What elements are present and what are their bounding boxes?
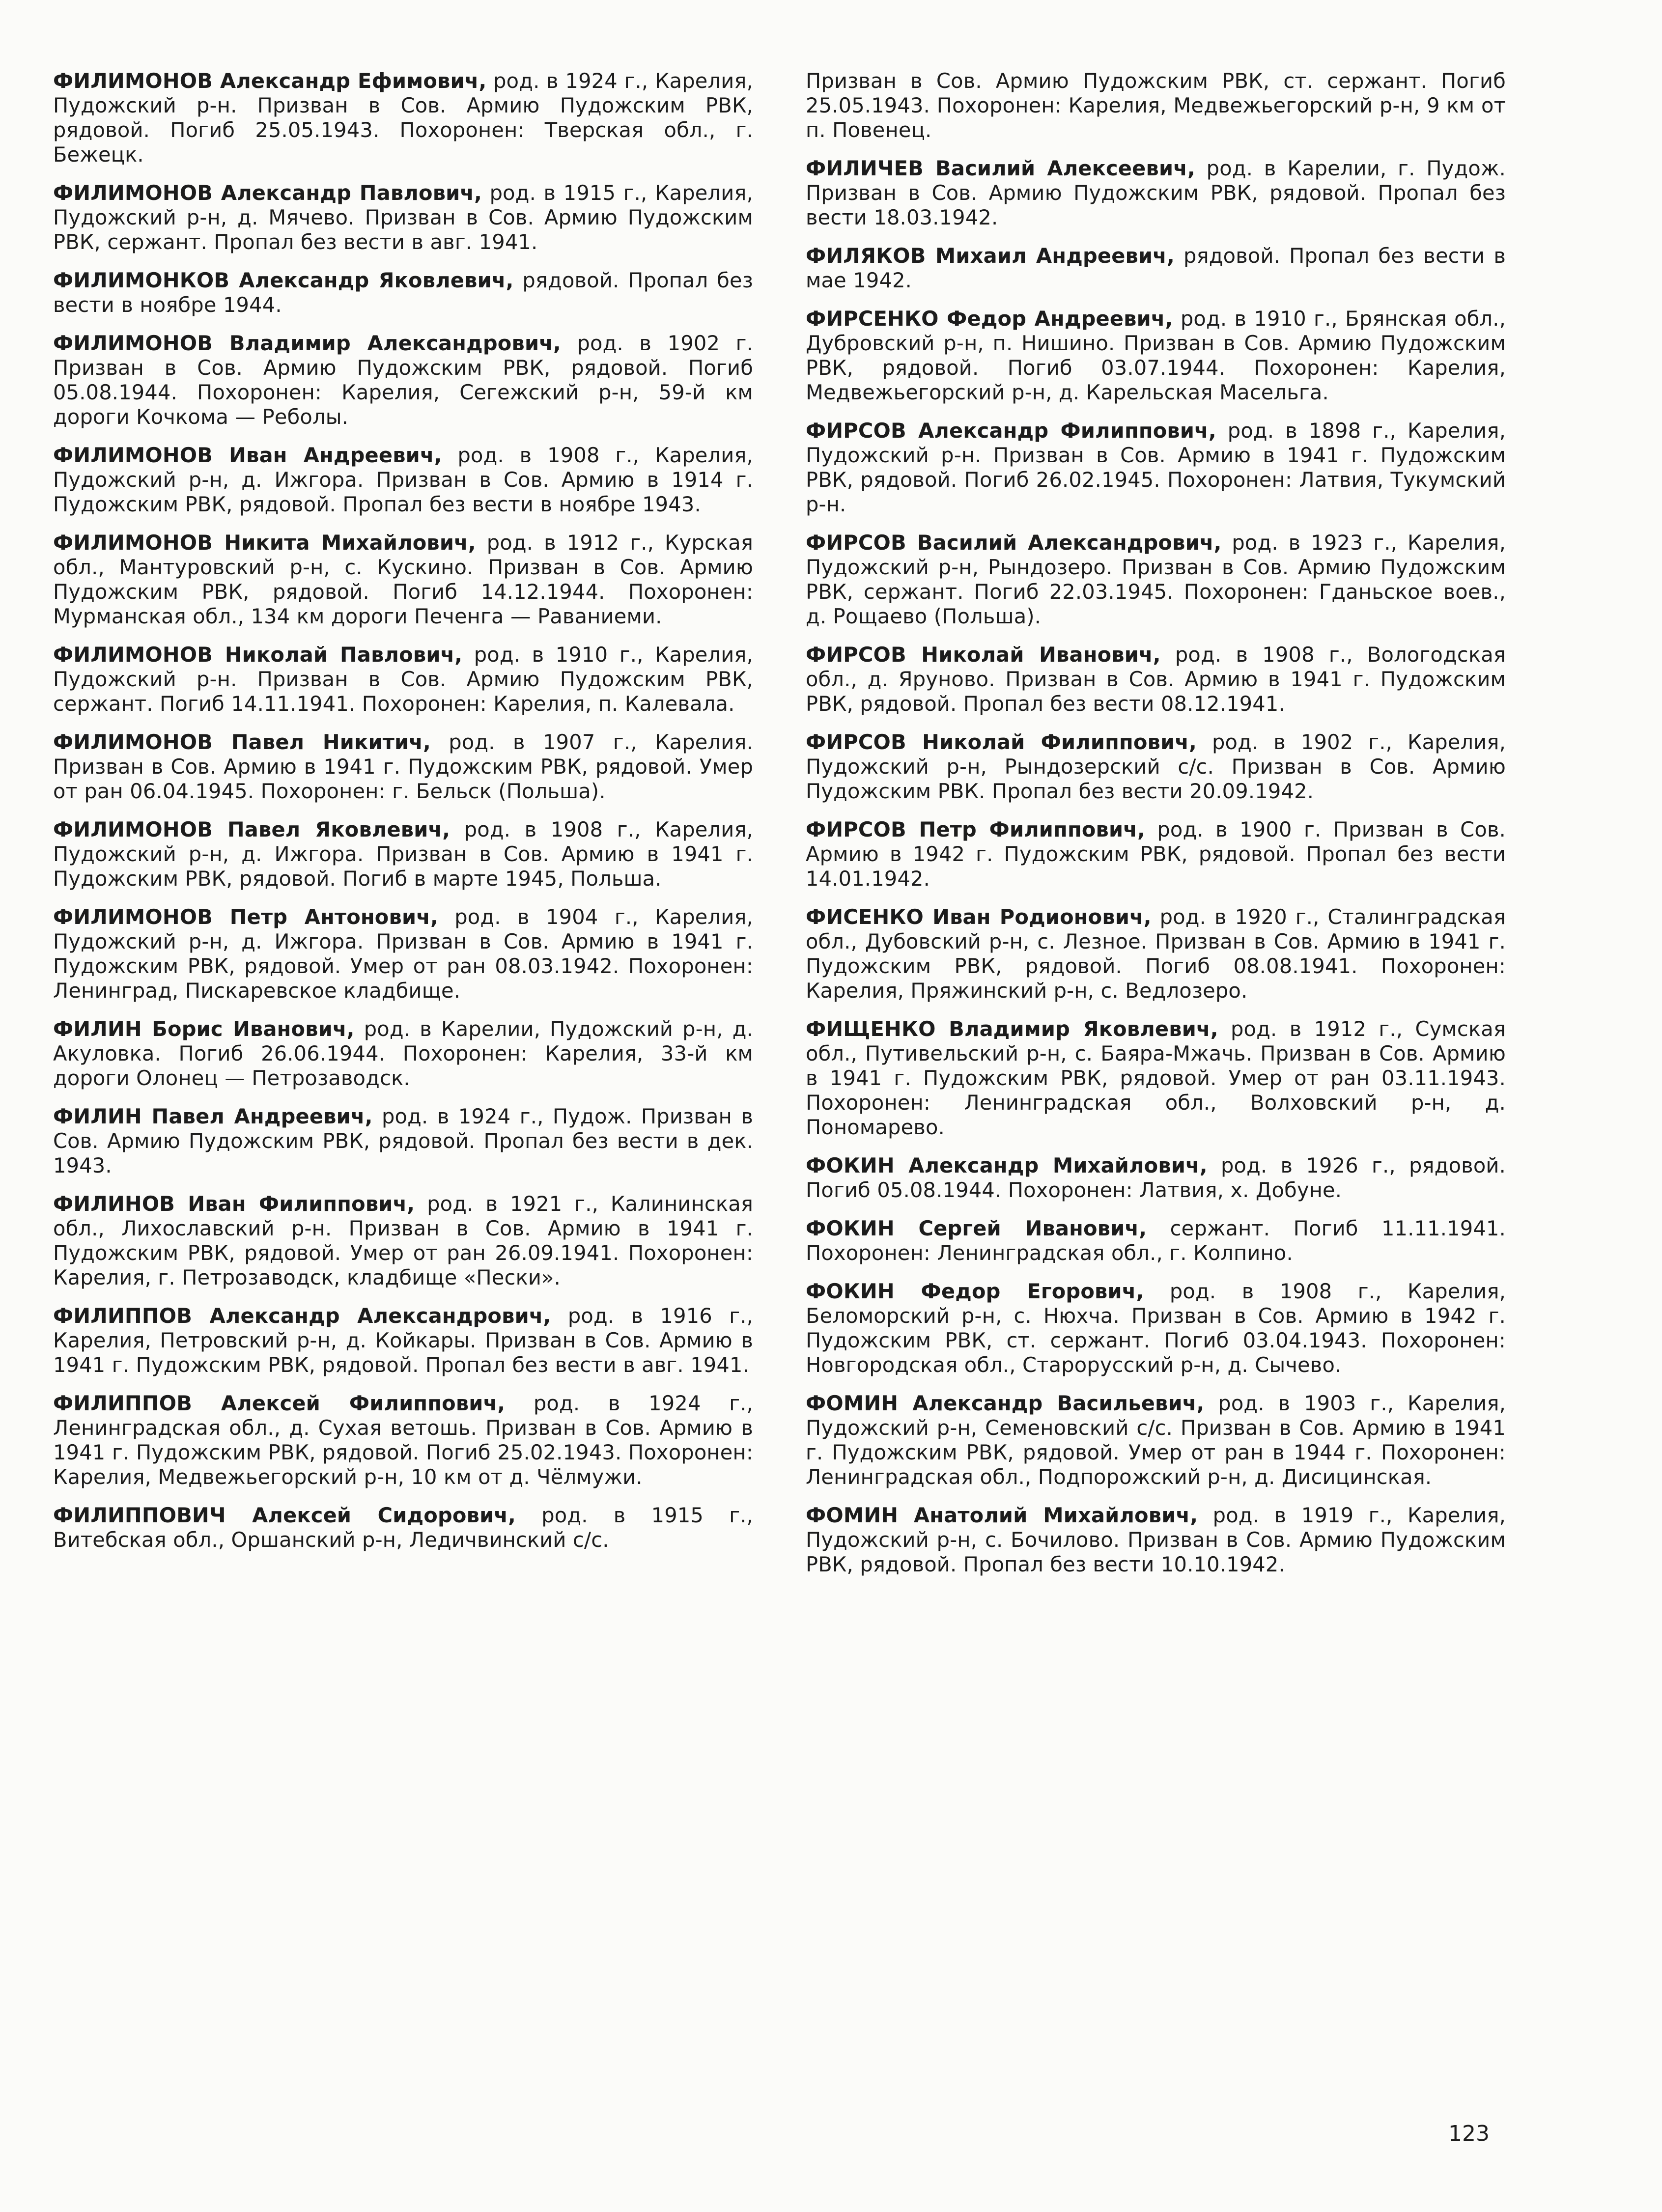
person-name: ФИЛИМОНКОВ Александр Яковлевич, bbox=[53, 268, 514, 292]
memorial-entry bbox=[806, 643, 1506, 716]
entry-details: сержант. Погиб 11.11.1941. Похоронен: Ленинградская обл., г. Колпино. bbox=[806, 1216, 1506, 1265]
memorial-entry bbox=[806, 156, 1506, 230]
person-name: ФИРСОВ Александр Филиппович, bbox=[806, 419, 1216, 443]
entry-details: род. в 1908 г., Карелия, Беломорский р-н, с. Нюхча. Призван в Сов. Армию в 1942 г. Пудожским РВК, ст. сержант. Погиб 03.04.1943. Похоронен: Новгородская обл., Старорусский р-н, д. Сычево. bbox=[806, 1279, 1506, 1377]
memorial-entry bbox=[53, 181, 753, 254]
person-name: ФИЛИН Борис Иванович, bbox=[53, 1017, 355, 1041]
entry-details: род. в 1910 г., Карелия, Пудожский р-н. Призван в Сов. Армию Пудожским РВК, сержант. Погиб 14.11.1941. Похоронен: Карелия, п. Калевала. bbox=[53, 643, 753, 716]
entry-details: род. в 1903 г., Карелия, Пудожский р-н, Семеновский с/с. Призван в Сов. Армию в 1941 г. Пудожским РВК, рядовой. Умер от ран в 1944 г. Похоронен: Ленинградская обл., Подпорожский р-н, д. Дисицинская. bbox=[806, 1391, 1506, 1489]
person-name: ФОМИН Александр Васильевич, bbox=[806, 1391, 1205, 1415]
person-name: ФИЛИН Павел Андреевич, bbox=[53, 1104, 373, 1128]
memorial-entry bbox=[53, 268, 753, 317]
entry-details: род. в 1908 г., Вологодская обл., д. Яруново. Призван в Сов. Армию в 1941 г. Пудожским РВК, рядовой. Пропал без вести 08.12.1941. bbox=[806, 643, 1506, 716]
entry-details: род. в 1923 г., Карелия, Пудожский р-н, Рындозеро. Призван в Сов. Армию Пудожским РВК, сержант. Погиб 22.03.1945. Похоронен: Гданьское воев., д. Рощаево (Польша). bbox=[806, 531, 1506, 628]
person-name: ФИЛИНОВ Иван Филиппович, bbox=[53, 1192, 415, 1216]
page-number: 123 bbox=[1448, 2121, 1490, 2146]
memorial-entry bbox=[53, 1503, 753, 1552]
memorial-entry bbox=[53, 1304, 753, 1377]
person-name: ФИРСОВ Василий Александрович, bbox=[806, 531, 1222, 555]
person-name: ФИЛИМОНОВ Никита Михайлович, bbox=[53, 531, 476, 555]
entry-details: род. в 1900 г. Призван в Сов. Армию в 1942 г. Пудожским РВК, рядовой. Пропал без вести 14.01.1942. bbox=[806, 817, 1506, 891]
memorial-entry bbox=[806, 1391, 1506, 1489]
memorial-entry bbox=[806, 817, 1506, 891]
person-name: ФИЛИМОНОВ Иван Андреевич, bbox=[53, 443, 442, 467]
entry-details: род. в 1912 г., Сумская обл., Путивельский р-н, с. Баяра-Мжачь. Призван в Сов. Армию в 1941 г. Пудожским РВК, рядовой. Умер от ран 03.11.1943. Похоронен: Ленинградская обл., Волховский р-н, д. Пономарево. bbox=[806, 1017, 1506, 1139]
person-name: ФИЛИМОНОВ Николай Павлович, bbox=[53, 643, 463, 667]
person-name: ФИЛИМОНОВ Павел Яковлевич, bbox=[53, 817, 451, 841]
entry-details: род. в 1921 г., Калининская обл., Лихославский р-н. Призван в Сов. Армию в 1941 г. Пудожским РВК, рядовой. Умер от ран 26.09.1941. Похоронен: Карелия, г. Петрозаводск, кладбище «Пески». bbox=[53, 1192, 753, 1289]
memorial-entry bbox=[806, 730, 1506, 804]
person-name: ФИЛИМОНОВ Павел Никитич, bbox=[53, 730, 431, 754]
person-name: ФОКИН Федор Егорович, bbox=[806, 1279, 1144, 1303]
memorial-entry bbox=[53, 443, 753, 517]
entry-details: род. в 1916 г., Карелия, Петровский р-н, д. Койкары. Призван в Сов. Армию в 1941 г. Пудожским РВК, рядовой. Пропал без вести в авг. 1941. bbox=[53, 1304, 753, 1377]
person-name: ФОКИН Сергей Иванович, bbox=[806, 1216, 1147, 1240]
entry-details: рядовой. Пропал без вести в мае 1942. bbox=[806, 244, 1506, 292]
person-name: ФИРСОВ Николай Филиппович, bbox=[806, 730, 1197, 754]
person-name: ФИЛЯКОВ Михаил Андреевич, bbox=[806, 244, 1175, 268]
memorial-entry bbox=[53, 730, 753, 804]
memorial-entry bbox=[53, 331, 753, 429]
person-name: ФИЛИМОНОВ Владимир Александрович, bbox=[53, 331, 561, 355]
entry-details: род. в 1907 г., Карелия. Призван в Сов. Армию в 1941 г. Пудожским РВК, рядовой. Умер от ран 06.04.1945. Похоронен: г. Бельск (Польша). bbox=[53, 730, 753, 803]
entry-details: рядовой. Пропал без вести в ноябре 1944. bbox=[53, 268, 753, 317]
entry-details: род. в 1924 г., Ленинградская обл., д. Сухая ветошь. Призван в Сов. Армию в 1941 г. Пудожским РВК, рядовой. Погиб 25.02.1943. Похоронен: Карелия, Медвежьегорский р-н, 10 км от д. Чёлмужи. bbox=[53, 1391, 753, 1489]
memorial-entry bbox=[806, 1503, 1506, 1577]
person-name: ФИЛИМОНОВ Петр Антонович, bbox=[53, 905, 438, 929]
person-name: ФИЛИМОНОВ Александр Ефимович, bbox=[53, 69, 487, 93]
entry-details: род. в Карелии, Пудожский р-н, д. Акуловка. Погиб 26.06.1944. Похоронен: Карелия, 33-й км дороги Олонец — Петрозаводск. bbox=[53, 1017, 753, 1090]
person-name: ФИРСОВ Николай Иванович, bbox=[806, 643, 1161, 667]
memorial-entry bbox=[53, 905, 753, 1003]
memorial-entry bbox=[806, 1017, 1506, 1140]
memorial-entry bbox=[53, 1192, 753, 1290]
person-name: ФИСЕНКО Иван Родионович, bbox=[806, 905, 1152, 929]
memorial-entry bbox=[53, 643, 753, 716]
memorial-entry bbox=[53, 69, 753, 167]
entry-details: род. в 1902 г., Карелия, Пудожский р-н, Рындозерский с/с. Призван в Сов. Армию Пудожским РВК. Пропал без вести 20.09.1942. bbox=[806, 730, 1506, 803]
entry-details: Призван в Сов. Армию Пудожским РВК, ст. сержант. Погиб 25.05.1943. Похоронен: Карелия, Медвежьегорский р-н, 9 км от п. Повенец. bbox=[806, 69, 1506, 142]
entry-details: род. в 1908 г., Карелия, Пудожский р-н, д. Ижгора. Призван в Сов. Армию в 1941 г. Пудожским РВК, рядовой. Погиб в марте 1945, Польша. bbox=[53, 817, 753, 891]
memorial-entry bbox=[806, 1216, 1506, 1265]
memorial-entry bbox=[806, 531, 1506, 629]
person-name: ФИЛИППОВ Алексей Филиппович, bbox=[53, 1391, 506, 1415]
memorial-entry bbox=[53, 531, 753, 629]
person-name: ФОКИН Александр Михайлович, bbox=[806, 1153, 1208, 1177]
memorial-entry bbox=[806, 244, 1506, 293]
person-name: ФИРСЕНКО Федор Андреевич, bbox=[806, 307, 1173, 331]
memorial-entry bbox=[806, 69, 1506, 142]
entry-details: род. в 1924 г., Пудож. Призван в Сов. Армию Пудожским РВК, рядовой. Пропал без вести в дек. 1943. bbox=[53, 1104, 753, 1177]
left-column bbox=[53, 69, 753, 1566]
entry-details: род. в 1920 г., Сталинградская обл., Дубовский р-н, с. Лезное. Призван в Сов. Армию в 1941 г. Пудожским РВК, рядовой. Погиб 08.08.1941. Похоронен: Карелия, Пряжинский р-н, с. Ведлозеро. bbox=[806, 905, 1506, 1003]
memorial-entry bbox=[53, 1104, 753, 1178]
person-name: ФИЩЕНКО Владимир Яковлевич, bbox=[806, 1017, 1218, 1041]
memorial-entry bbox=[806, 307, 1506, 405]
memorial-entry bbox=[806, 419, 1506, 517]
memorial-entry bbox=[806, 1153, 1506, 1203]
entry-details: род. в 1919 г., Карелия, Пудожский р-н, с. Бочилово. Призван в Сов. Армию Пудожским РВК, рядовой. Пропал без вести 10.10.1942. bbox=[806, 1503, 1506, 1576]
memorial-entry bbox=[53, 817, 753, 891]
entry-details: род. в 1915 г., Карелия, Пудожский р-н, д. Мячево. Призван в Сов. Армию Пудожским РВК, сержант. Пропал без вести в авг. 1941. bbox=[53, 181, 753, 254]
person-name: ФИЛИМОНОВ Александр Павлович, bbox=[53, 181, 482, 205]
entry-details: род. в 1902 г. Призван в Сов. Армию Пудожским РВК, рядовой. Погиб 05.08.1944. Похоронен: Карелия, Сегежский р-н, 59-й км дороги Кочкома — Реболы. bbox=[53, 331, 754, 429]
person-name: ФОМИН Анатолий Михайлович, bbox=[806, 1503, 1198, 1527]
entry-details: род. в 1924 г., Карелия, Пудожский р-н. Призван в Сов. Армию Пудожским РВК, рядовой. Погиб 25.05.1943. Похоронен: Тверская обл., г. Бежецк. bbox=[53, 69, 753, 167]
entry-details: род. в 1910 г., Брянская обл., Дубровский р-н, п. Нишино. Призван в Сов. Армию Пудожским РВК, рядовой. Погиб 03.07.1944. Похоронен: Карелия, Медвежьегорский р-н, д. Карельская Масельга. bbox=[806, 307, 1506, 404]
entry-details: род. в 1915 г., Витебская обл., Оршанский р-н, Ледичвинский с/с. bbox=[53, 1503, 753, 1552]
memorial-entry bbox=[806, 1279, 1506, 1377]
right-column bbox=[806, 69, 1506, 1591]
entry-details: род. в 1908 г., Карелия, Пудожский р-н, д. Ижгора. Призван в Сов. Армию в 1914 г. Пудожским РВК, рядовой. Пропал без вести в ноябре 1943. bbox=[53, 443, 753, 516]
person-name: ФИЛИППОВ Александр Александрович, bbox=[53, 1304, 551, 1328]
entry-details: род. в 1912 г., Курская обл., Мантуровский р-н, с. Кускино. Призван в Сов. Армию Пудожским РВК, рядовой. Погиб 14.12.1944. Похоронен: Мурманская обл., 134 км дороги Печенга — Раваниеми. bbox=[53, 531, 753, 628]
person-name: ФИЛИЧЕВ Василий Алексеевич, bbox=[806, 156, 1195, 180]
memorial-entry bbox=[53, 1017, 753, 1091]
entry-details: род. в 1926 г., рядовой. Погиб 05.08.1944. Похоронен: Латвия, х. Добуне. bbox=[806, 1153, 1506, 1202]
entry-details: род. в 1904 г., Карелия, Пудожский р-н, д. Ижгора. Призван в Сов. Армию в 1941 г. Пудожским РВК, рядовой. Умер от ран 08.03.1942. Похоронен: Ленинград, Пискаревское кладбище. bbox=[53, 905, 753, 1003]
entry-details: род. в Карелии, г. Пудож. Призван в Сов. Армию Пудожским РВК, рядовой. Пропал без вести 18.03.1942. bbox=[806, 156, 1506, 229]
memorial-entry bbox=[806, 905, 1506, 1003]
person-name: ФИРСОВ Петр Филиппович, bbox=[806, 817, 1145, 841]
entry-details: род. в 1898 г., Карелия, Пудожский р-н. Призван в Сов. Армию в 1941 г. Пудожским РВК, рядовой. Погиб 26.02.1945. Похоронен: Латвия, Тукумский р-н. bbox=[806, 419, 1506, 516]
person-name: ФИЛИППОВИЧ Алексей Сидорович, bbox=[53, 1503, 516, 1527]
memorial-entry bbox=[53, 1391, 753, 1489]
